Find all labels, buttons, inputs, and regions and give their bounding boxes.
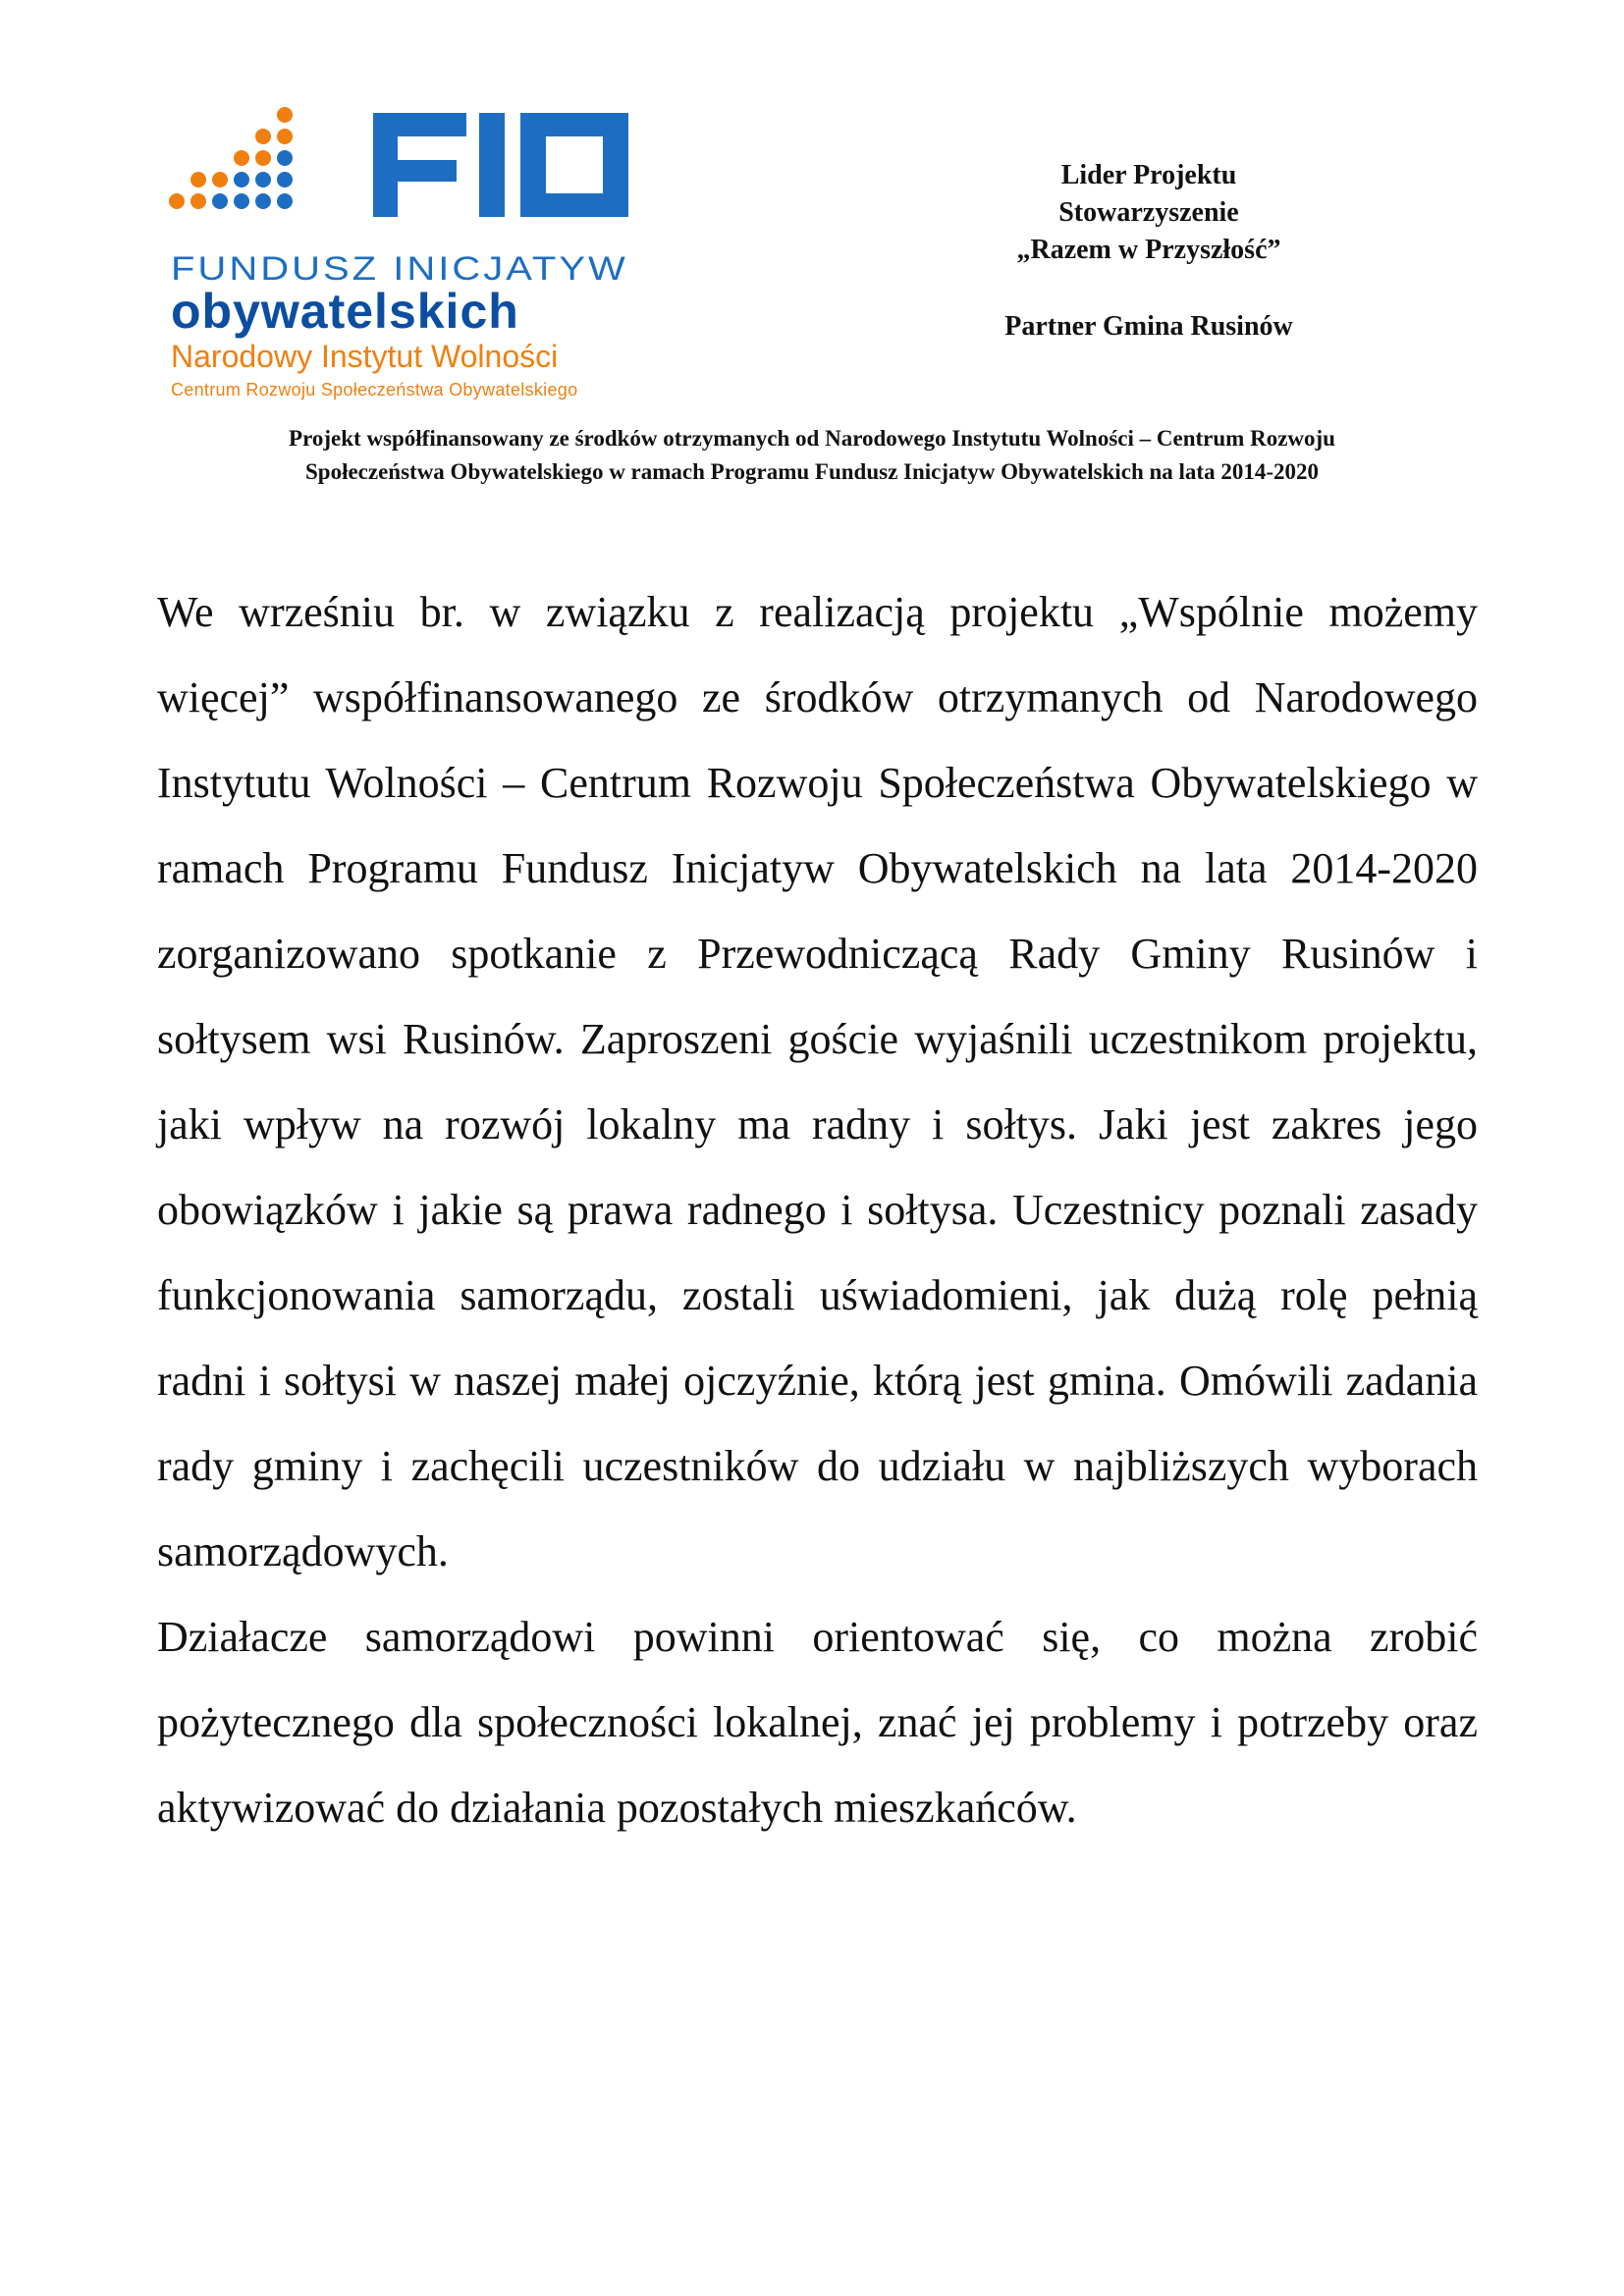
body-paragraph-2: Działacze samorządowi powinni orientować się, co można zrobić pożytecznego dla społeczności lokalnej, znać jej problemy i potrzeby oraz aktywizować do działania pozostałych mieszkańców. [157, 1613, 1478, 1832]
article-body [157, 569, 1478, 1850]
body-paragraph-1: We wrześniu br. w związku z realizacją projektu „Wspólnie możemy więcej” współfinansowanego ze środków otrzymanych od Narodowego Instytutu Wolności – Centrum Rozwoju Społeczeństwa Obywatelskiego w ramach Programu Fundusz Inicjatyw Obywatelskich na lata 2014-2020 zorganizowano spotkanie z Przewodniczącą Rady Gminy Rusinów i sołtysem wsi Rusinów. Zaproszeni goście wyjaśnili uczestnikom projektu, jaki wpływ na rozwój lokalny ma radny i sołtys. Jaki jest zakres jego obowiązków i jakie są prawa radnego i sołtysa. Uczestnicy poznali zasady funkcjonowania samorządu, zostali uświadomieni, jak dużą rolę pełnią radni i sołtysi w naszej małej ojczyźnie, którą jest gmina. Omówili zadania rady gminy i zachęcili uczestników do udziału w najbliższych wyborach samorządowych. [157, 588, 1478, 1575]
funding-note-line2: Społeczeństwa Obywatelskiego w ramach Programu Fundusz Inicjatyw Obywatelskich na lata 2014-2020 [304, 459, 1319, 484]
logo-niw-text: Narodowy Instytut Wolności [171, 339, 559, 374]
logo-obywatelskich-text: obywatelskich [171, 284, 519, 339]
funding-note-line1: Projekt współfinansowany ze środków otrzymanych od Narodowego Instytutu Wolności – Centrum Rozwoju [289, 426, 1335, 451]
leader-label: Lider Projektu [1060, 160, 1237, 190]
dot-pattern-icon [169, 107, 293, 209]
logo-fundusz-text: FUNDUSZ INICJATYW [171, 250, 628, 288]
fio-mark-graphic [167, 93, 658, 250]
project-leader-block [903, 157, 1394, 346]
fio-letters-icon [373, 113, 628, 217]
partner-label: Partner Gmina Rusinów [1004, 311, 1293, 342]
leader-org-line1: Stowarzyszenie [1058, 197, 1239, 228]
logo-centrum-text: Centrum Rozwoju Społeczeństwa Obywatelskiego [171, 380, 578, 400]
funding-note [157, 422, 1467, 489]
fio-logo [167, 93, 658, 407]
leader-org-line2: „Razem w Przyszłość” [1016, 235, 1281, 265]
